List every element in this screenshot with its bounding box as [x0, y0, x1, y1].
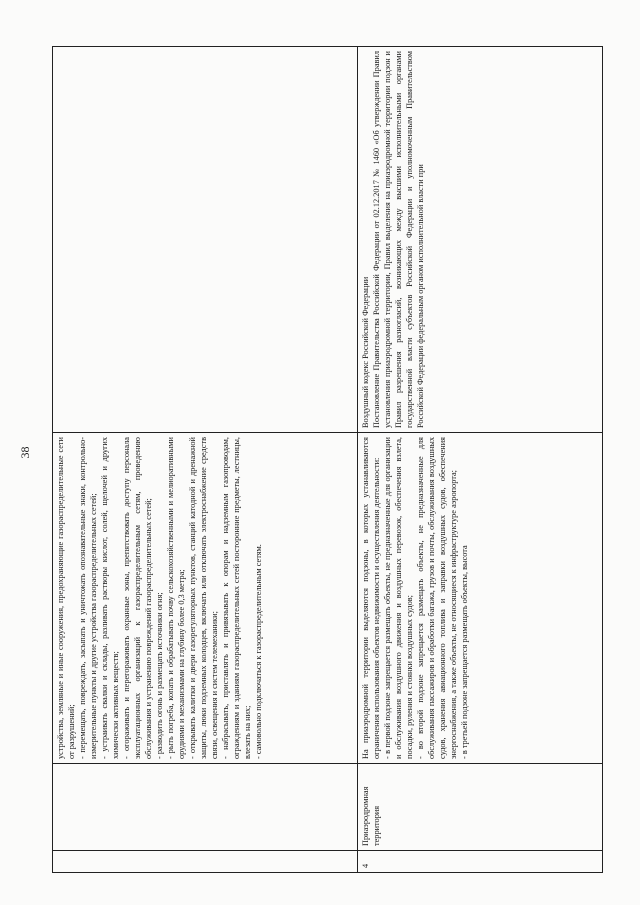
restrictions-cell: [358, 433, 603, 764]
legal-basis-cell: [53, 47, 358, 433]
legal-basis-cell: [358, 47, 603, 433]
zone-name-cell: [53, 764, 358, 851]
restriction-line: - во второй подзоне запрещается размещать объекты, не предназначенные для обслуживания пассажиров и обработки багажа, грузов и почты, обслуживания воздушных судов, хранения авиационного топлива и заправки воздушных судов, обеспечения энергоснабжения, а также объекты, не относящиеся к инфраструктуре аэропорта;: [416, 437, 458, 759]
zone-name-cell: Приаэродромная территория: [358, 764, 603, 851]
restriction-line: - открывать калитки и двери газорегуляторных пунктов, станций катодной и дренажной защиты, люки подземных колодцев, включать или отключать электроснабжение средств связи, освещения и систем телемеханики;: [188, 437, 219, 759]
restriction-line: - разводить огонь и размещать источники огня;: [155, 592, 164, 759]
table-row: [53, 47, 358, 873]
restriction-line: - самовольно подключаться к газораспределительным сетям.: [254, 544, 263, 759]
restriction-line: На приаэродромной территории выделяются подзоны, в которых устанавливаются ограничения использования объектов недвижимости и осуществления деятельности:: [361, 437, 381, 759]
restriction-line: - рыть погреба, копать и обрабатывать почву сельскохозяйственными и мелиоративными орудиями и механизмами на глубину более 0,3 метра;: [166, 437, 186, 759]
table-row: [358, 47, 603, 873]
legal-act: Воздушный кодекс Российской Федерации: [361, 276, 370, 428]
restriction-line: - перемещать, повреждать, засыпать и уничтожать опознавательные знаки, контрольно-измерительные пункты и другие устройства газораспределительных сетей;: [78, 437, 98, 759]
restriction-line: - в первой подзоне запрещается размещать объекты, не предназначенные для организации и обслуживания воздушного движения и воздушных перевозок, обеспечения взлета, посадки, руления и стоянки воздушных судов;: [383, 437, 414, 759]
restriction-line: - огораживать и перегораживать охранные зоны, препятствовать доступу персонала эксплуатационных организаций к газораспределительным сетям, проведению обслуживания и устранению повреждений газораспределительных сетей;: [122, 437, 153, 759]
zones-table: [52, 46, 603, 873]
restriction-line: - в третьей подзоне запрещается размещать объекты, высота: [460, 545, 469, 759]
legal-act: Постановление Правительства Российской Федерации от 02.12.2017 № 1460 «Об утверждении Правил установления приаэродромной территории, Правил выделения на приаэродромной территории подзон и Правил разрешения разногласий, возникающих между высшими исполнительными органами государственной власти субъектов Российской Федерации и уполномоченным Правительством Российской Федерации федеральным органом исполнительной власти при: [372, 51, 425, 428]
page-number: 38: [18, 446, 32, 459]
restriction-line: - устраивать свалки и склады, разливать растворы кислот, солей, щелочей и других химически активных веществ;: [100, 437, 120, 759]
row-number-cell: [53, 851, 358, 873]
row-number-cell: 4: [358, 851, 603, 873]
restrictions-cell: [53, 433, 358, 764]
restriction-line: - набрасывать, приставлять и привязывать к опорам и надземным газопроводам, ограждениям и зданиям газораспределительных сетей посторонние предметы, лестницы, влезать на них;: [221, 437, 252, 759]
restriction-line: устройства, земляные и иные сооружения, предохраняющие газораспределительные сети от разрушений;: [56, 437, 76, 759]
